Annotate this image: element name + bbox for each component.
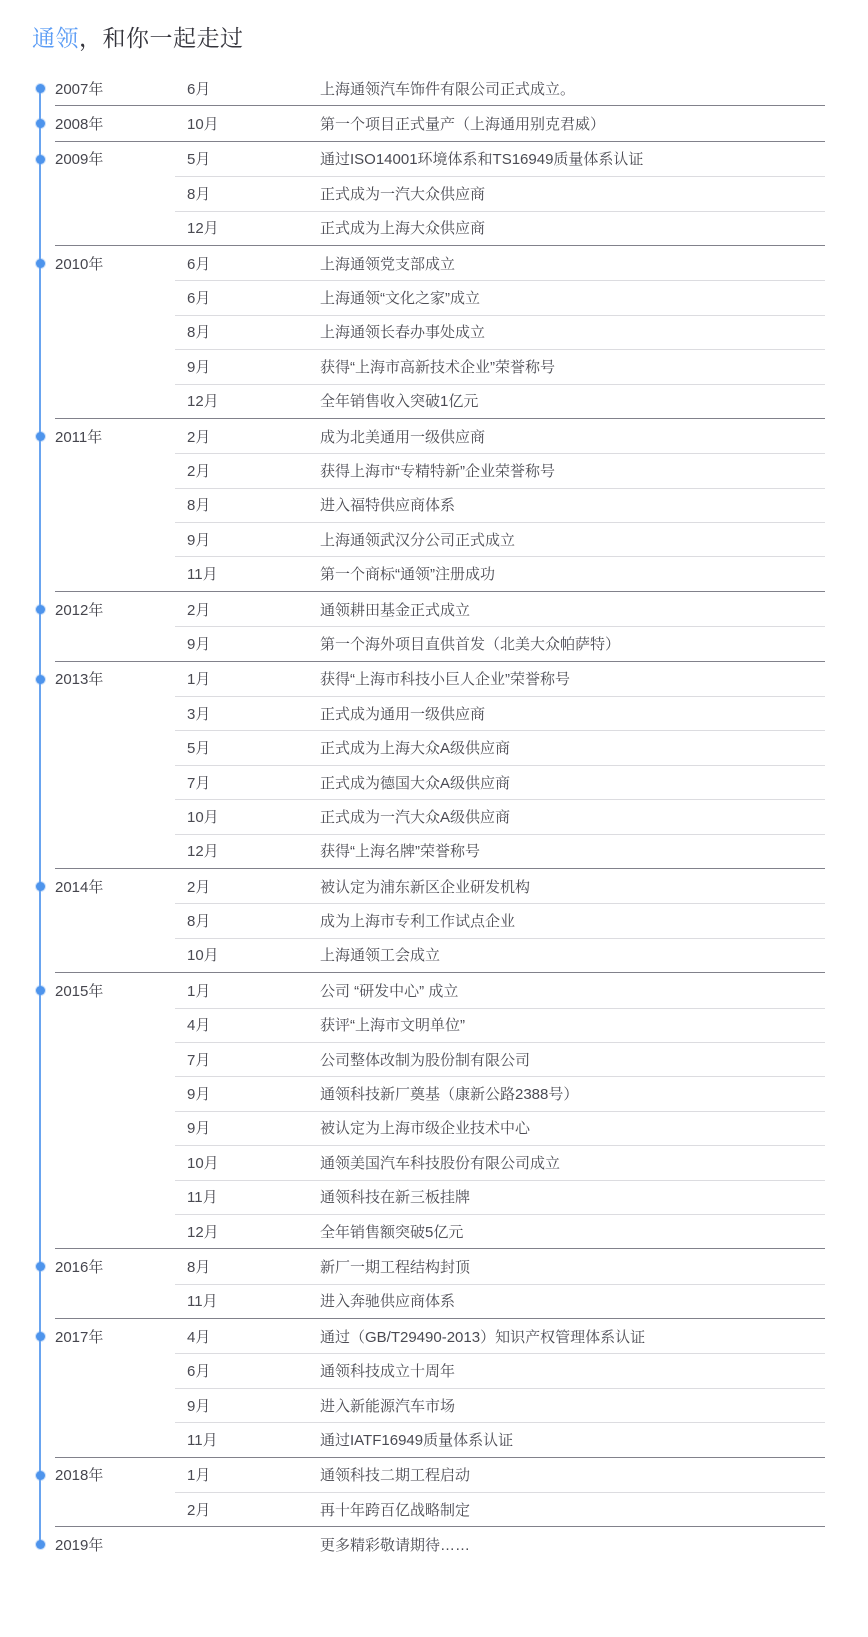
timeline-dot-icon <box>36 605 45 614</box>
timeline-row <box>55 556 825 590</box>
event-description: 上海通领长春办事处成立 <box>320 324 486 342</box>
year-group <box>55 418 825 591</box>
timeline-dot-icon <box>36 1471 45 1480</box>
timeline-row <box>55 696 825 730</box>
year-group <box>55 1457 825 1527</box>
timeline-row <box>55 1422 825 1456</box>
timeline-row <box>55 730 825 764</box>
event-description: 成为上海市专利工作试点企业 <box>320 913 516 931</box>
month-label: 10月 <box>187 116 219 134</box>
event-description: 成为北美通用一级供应商 <box>320 428 486 446</box>
event-description: 正式成为上海大众供应商 <box>320 220 486 238</box>
year-group <box>55 1526 825 1561</box>
year-label: 2017年 <box>55 1328 104 1346</box>
timeline-row <box>55 211 825 245</box>
timeline-row <box>55 938 825 972</box>
timeline-row <box>55 453 825 487</box>
year-label: 2018年 <box>55 1467 104 1485</box>
event-description: 通领科技成立十周年 <box>320 1363 456 1381</box>
timeline-row <box>55 592 825 626</box>
month-label: 7月 <box>187 1051 211 1069</box>
timeline-row <box>55 1527 825 1561</box>
event-description: 获得“上海名牌”荣誉称号 <box>320 843 480 861</box>
timeline-dot-icon <box>36 1262 45 1271</box>
month-label: 12月 <box>187 843 219 861</box>
event-description: 通过IATF16949质量体系认证 <box>320 1431 514 1449</box>
timeline-row <box>55 1458 825 1492</box>
year-group <box>55 591 825 661</box>
year-group <box>55 661 825 868</box>
timeline-row <box>55 106 825 140</box>
event-description: 公司整体改制为股份制有限公司 <box>320 1051 531 1069</box>
month-label: 6月 <box>187 1363 211 1381</box>
month-label: 8月 <box>187 185 211 203</box>
event-description: 被认定为浦东新区企业研发机构 <box>320 878 531 896</box>
event-description: 第一个商标“通领”注册成功 <box>320 566 495 584</box>
year-label: 2010年 <box>55 255 104 273</box>
month-label: 4月 <box>187 1017 211 1035</box>
timeline-dot-icon <box>36 675 45 684</box>
month-label: 11月 <box>187 1431 218 1449</box>
year-label: 2019年 <box>55 1537 104 1555</box>
event-description: 更多精彩敬请期待…… <box>320 1537 471 1555</box>
month-label: 4月 <box>187 1328 211 1346</box>
event-description: 正式成为德国大众A级供应商 <box>320 774 511 792</box>
timeline-row <box>55 280 825 314</box>
month-label: 9月 <box>187 358 211 376</box>
year-label: 2008年 <box>55 116 104 134</box>
timeline-row <box>55 1008 825 1042</box>
month-label: 2月 <box>187 878 211 896</box>
timeline <box>0 71 868 1562</box>
timeline-dot-icon <box>36 119 45 128</box>
event-description: 正式成为一汽大众供应商 <box>320 185 486 203</box>
timeline-row <box>55 142 825 176</box>
event-description: 通领科技新厂奠基（康新公路2388号） <box>320 1086 579 1104</box>
timeline-row <box>55 834 825 868</box>
event-description: 获得上海市“专精特新”企业荣誉称号 <box>320 462 555 480</box>
timeline-row <box>55 1180 825 1214</box>
month-label: 9月 <box>187 1397 211 1415</box>
month-label: 10月 <box>187 808 219 826</box>
timeline-dot-icon <box>36 1332 45 1341</box>
month-label: 11月 <box>187 1189 218 1207</box>
year-label: 2007年 <box>55 80 104 98</box>
timeline-dot-icon <box>36 84 45 93</box>
year-label: 2014年 <box>55 878 104 896</box>
timeline-dot-icon <box>36 1540 45 1549</box>
month-label: 6月 <box>187 290 211 308</box>
year-group <box>55 1318 825 1457</box>
timeline-row <box>55 349 825 383</box>
year-label: 2016年 <box>55 1258 104 1276</box>
event-description: 获得“上海市高新技术企业”荣誉称号 <box>320 358 555 376</box>
year-group <box>55 972 825 1248</box>
year-group <box>55 105 825 140</box>
event-description: 通过ISO14001环境体系和TS16949质量体系认证 <box>320 151 644 169</box>
event-description: 公司 “研发中心” 成立 <box>320 982 459 1000</box>
event-description: 上海通领党支部成立 <box>320 255 456 273</box>
event-description: 获评“上海市文明单位” <box>320 1017 465 1035</box>
timeline-row <box>55 1284 825 1318</box>
timeline-dot-icon <box>36 259 45 268</box>
month-label: 6月 <box>187 80 211 98</box>
month-label: 9月 <box>187 1120 211 1138</box>
timeline-dot-icon <box>36 986 45 995</box>
month-label: 1月 <box>187 982 211 1000</box>
month-label: 11月 <box>187 566 218 584</box>
timeline-row <box>55 765 825 799</box>
timeline-row <box>55 1353 825 1387</box>
event-description: 上海通领“文化之家”成立 <box>320 290 480 308</box>
year-label: 2012年 <box>55 601 104 619</box>
event-description: 通过（GB/T29490-2013）知识产权管理体系认证 <box>320 1328 646 1346</box>
timeline-row <box>55 419 825 453</box>
year-label: 2011年 <box>55 428 103 446</box>
month-label: 2月 <box>187 1501 211 1519</box>
event-description: 进入奔驰供应商体系 <box>320 1293 456 1311</box>
event-description: 进入新能源汽车市场 <box>320 1397 456 1415</box>
timeline-row <box>55 799 825 833</box>
timeline-axis-line <box>39 88 41 1545</box>
timeline-dot-icon <box>36 882 45 891</box>
timeline-row <box>55 1111 825 1145</box>
timeline-row <box>55 1249 825 1283</box>
year-group <box>55 1248 825 1318</box>
month-label: 1月 <box>187 671 211 689</box>
event-description: 全年销售额突破5亿元 <box>320 1223 464 1241</box>
month-label: 2月 <box>187 462 211 480</box>
event-description: 正式成为通用一级供应商 <box>320 705 486 723</box>
month-label: 5月 <box>187 740 211 758</box>
month-label: 5月 <box>187 151 211 169</box>
event-description: 获得“上海市科技小巨人企业”荣誉称号 <box>320 671 570 689</box>
timeline-row <box>55 71 825 105</box>
page-title-brand: 通领 <box>32 25 79 51</box>
year-group <box>55 71 825 105</box>
year-label: 2015年 <box>55 982 104 1000</box>
year-group <box>55 141 825 245</box>
timeline-row <box>55 315 825 349</box>
timeline-row <box>55 1492 825 1526</box>
timeline-row <box>55 246 825 280</box>
year-label: 2009年 <box>55 151 104 169</box>
year-group <box>55 245 825 418</box>
event-description: 第一个项目正式量产（上海通用别克君威） <box>320 116 606 134</box>
month-label: 8月 <box>187 497 211 515</box>
month-label: 3月 <box>187 705 211 723</box>
month-label: 12月 <box>187 393 219 411</box>
event-description: 通领科技在新三板挂牌 <box>320 1189 471 1207</box>
month-label: 8月 <box>187 324 211 342</box>
timeline-row <box>55 1145 825 1179</box>
event-description: 上海通领汽车饰件有限公司正式成立。 <box>320 80 576 98</box>
month-label: 12月 <box>187 1223 219 1241</box>
timeline-row <box>55 662 825 696</box>
timeline-row <box>55 626 825 660</box>
event-description: 通领美国汽车科技股份有限公司成立 <box>320 1154 561 1172</box>
month-label: 10月 <box>187 947 219 965</box>
year-group <box>55 868 825 972</box>
month-label: 12月 <box>187 220 219 238</box>
event-description: 再十年跨百亿战略制定 <box>320 1501 471 1519</box>
month-label: 6月 <box>187 255 211 273</box>
month-label: 7月 <box>187 774 211 792</box>
page-title-rest: ，和你一起走过 <box>79 25 244 51</box>
month-label: 8月 <box>187 913 211 931</box>
timeline-row <box>55 869 825 903</box>
event-description: 被认定为上海市级企业技术中心 <box>320 1120 531 1138</box>
timeline-row <box>55 903 825 937</box>
event-description: 通领科技二期工程启动 <box>320 1467 471 1485</box>
timeline-row <box>55 1388 825 1422</box>
timeline-row <box>55 488 825 522</box>
timeline-dot-icon <box>36 432 45 441</box>
month-label: 11月 <box>187 1293 218 1311</box>
event-description: 进入福特供应商体系 <box>320 497 456 515</box>
event-description: 全年销售收入突破1亿元 <box>320 393 479 411</box>
year-label: 2013年 <box>55 671 104 689</box>
event-description: 上海通领工会成立 <box>320 947 441 965</box>
month-label: 10月 <box>187 1154 219 1172</box>
month-label: 2月 <box>187 428 211 446</box>
month-label: 9月 <box>187 635 211 653</box>
month-label: 8月 <box>187 1258 211 1276</box>
event-description: 上海通领武汉分公司正式成立 <box>320 531 516 549</box>
event-description: 正式成为一汽大众A级供应商 <box>320 808 511 826</box>
month-label: 9月 <box>187 1086 211 1104</box>
timeline-row <box>55 522 825 556</box>
timeline-row <box>55 384 825 418</box>
timeline-row <box>55 1042 825 1076</box>
timeline-row <box>55 973 825 1007</box>
month-label: 9月 <box>187 531 211 549</box>
event-description: 正式成为上海大众A级供应商 <box>320 740 511 758</box>
timeline-row <box>55 1214 825 1248</box>
month-label: 1月 <box>187 1467 211 1485</box>
event-description: 通领耕田基金正式成立 <box>320 601 471 619</box>
month-label: 2月 <box>187 601 211 619</box>
timeline-row <box>55 176 825 210</box>
timeline-dot-icon <box>36 155 45 164</box>
timeline-row <box>55 1319 825 1353</box>
event-description: 第一个海外项目直供首发（北美大众帕萨特） <box>320 635 621 653</box>
page-title <box>32 22 868 54</box>
timeline-row <box>55 1076 825 1110</box>
event-description: 新厂一期工程结构封顶 <box>320 1258 471 1276</box>
